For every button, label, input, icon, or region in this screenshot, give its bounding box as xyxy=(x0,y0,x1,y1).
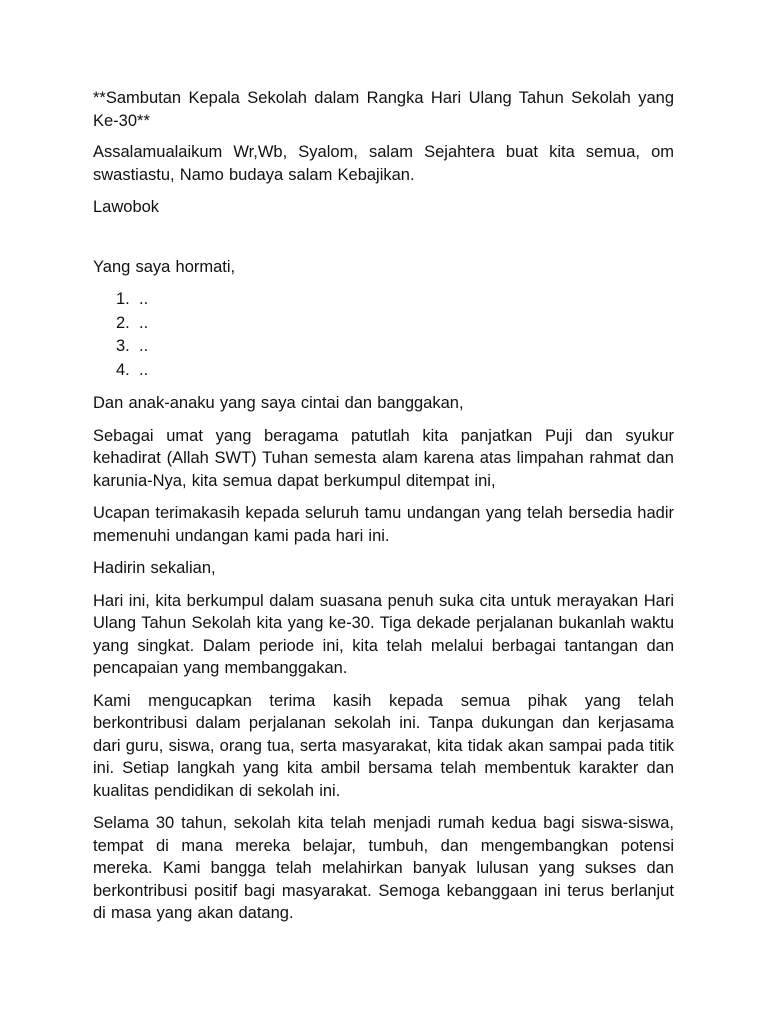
thirty-years-paragraph: Selama 30 tahun, sekolah kita telah menjadi rumah kedua bagi siswa-siswa, tempat di mana mereka belajar, tumbuh, dan mengembangkan potensi mereka. Kami bangga telah melahirkan banyak lulusan yang sukses dan berkontribusi positif bagi masyarakat. Semoga kebanggaan ini terus berlanjut di masa yang akan datang. xyxy=(93,814,674,922)
thanks-guests-paragraph: Ucapan terimakasih kepada seluruh tamu undangan yang telah bersedia hadir memenuhi undangan kami pada hari ini. xyxy=(93,504,674,545)
honored-guests-list xyxy=(93,288,674,382)
audience-address: Hadirin sekalian, xyxy=(93,559,216,577)
local-greeting: Lawobok xyxy=(93,198,160,216)
list-item xyxy=(93,359,674,383)
respect-line: Yang saya hormati, xyxy=(93,257,236,276)
list-item xyxy=(93,312,674,336)
anniversary-paragraph: Hari ini, kita berkumpul dalam suasana penuh suka cita untuk merayakan Hari Ulang Tahun Sekolah kita yang ke-30. Tiga dekade perjalanan bukanlah waktu yang singkat. Dalam periode ini, kita telah melalui berbagai tantangan dan pencapaian yang membanggakan. xyxy=(93,591,674,677)
gratitude-paragraph: Sebagai umat yang beragama patutlah kita panjatkan Puji dan syukur kehadirat (Allah SWT) Tuhan semesta alam karena atas limpahan rahmat dan karunia-Nya, kita semua dapat berkumpul ditempat ini, xyxy=(93,426,674,490)
list-item xyxy=(93,288,674,312)
speech-title: **Sambutan Kepala Sekolah dalam Rangka Hari Ulang Tahun Sekolah yang Ke-30** xyxy=(93,89,674,130)
document-page xyxy=(93,87,674,935)
list-item-number: 4. xyxy=(116,360,130,379)
students-address: Dan anak-anaku yang saya cintai dan banggakan, xyxy=(93,394,464,412)
list-item xyxy=(93,335,674,359)
list-item-number: 3. xyxy=(116,337,130,355)
list-item-text: .. xyxy=(139,313,149,332)
list-item-number: 2. xyxy=(116,313,130,332)
contributors-paragraph: Kami mengucapkan terima kasih kepada semua pihak yang telah berkontribusi dalam perjalanan sekolah ini. Tanpa dukungan dan kerjasama dari guru, siswa, orang tua, serta masyarakat, kita tidak akan sampai pada titik ini. Setiap langkah yang kita ambil bersama telah membentuk karakter dan kualitas pendidikan di sekolah ini. xyxy=(93,691,674,800)
list-item-text: .. xyxy=(139,337,149,355)
list-item-text: .. xyxy=(139,290,149,308)
list-item-text: .. xyxy=(139,360,149,379)
opening-greeting: Assalamualaikum Wr,Wb, Syalom, salam Sejahtera buat kita semua, om swastiastu, Namo budaya salam Kebajikan. xyxy=(93,143,674,184)
list-item-number: 1. xyxy=(116,290,130,308)
